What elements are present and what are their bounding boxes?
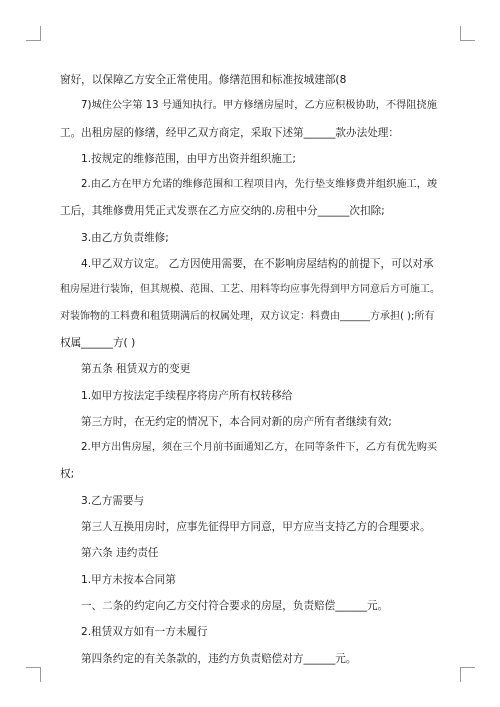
section-heading: 第五条 租赁双方的变更 (81, 363, 191, 376)
body-line: 权; (60, 468, 75, 481)
body-line: 权属______方( ) (60, 336, 136, 349)
body-line: 3.由乙方负责维修; (81, 231, 169, 244)
body-line: 工后，其维修费用凭正式发票在乙方应交纳的.房租中分______次扣除; (60, 205, 385, 218)
crop-mark-bottom-right (460, 667, 475, 682)
document-body (60, 67, 440, 672)
body-line: 第三方时，在无约定的情况下，本合同对新的房产所有者继续有效; (81, 415, 392, 428)
body-line: 1.如甲方按法定手续程序将房产所有权转移给 (81, 389, 293, 402)
body-line: 7)城住公字第 13 号通知执行。甲方修缮房屋时，乙方应积极协助，不得阻挠施 (81, 100, 437, 112)
body-line: 2.由乙方在甲方允诺的维修范围和工程项目内，先行垫支维修费并组织施工，竣 (81, 179, 438, 191)
body-line: 1.甲方未按本合同第 (81, 573, 176, 586)
body-line: 一、二条的约定向乙方交付符合要求的房屋，负责赔偿______元。 (81, 599, 389, 612)
body-line: 对装饰物的工料费和租赁期满后的权属处理，双方议定：料费由______方承担( );所有 (60, 310, 435, 322)
body-line: 工。出租房屋的修缮，经甲乙双方商定，采取下述第______款办法处理： (60, 126, 399, 139)
crop-mark-bottom-left (26, 667, 41, 682)
body-line: 第四条约定的有关条款的，违约方负责赔偿对方______元。 (81, 652, 357, 665)
section-heading: 第六条 违约责任 (81, 547, 159, 560)
body-line: 租房屋进行装饰，但其规模、范围、工艺、用料等均应事先得到甲方同意后方可施工。 (60, 284, 440, 296)
body-line: 2.租赁双方如有一方未履行 (81, 626, 208, 639)
body-line: 2.甲方出售房屋，须在三个月前书面通知乙方，在同等条件下，乙方有优先购买 (81, 442, 438, 454)
crop-mark-top-right (460, 26, 475, 41)
body-line: 3.乙方需要与 (81, 494, 145, 507)
body-line: 窗好，以保障乙方安全正常使用。修缮范围和标准按城建部(8 (60, 74, 347, 86)
body-line: 4.甲乙双方议定。 乙方因使用需要，在不影响房屋结构的前提下，可以对承 (81, 258, 434, 271)
body-line: 第三人互换用房时，应事先征得甲方同意，甲方应当支持乙方的合理要求。 (81, 521, 431, 534)
body-line: 1.按规定的维修范围，由甲方出资并组织施工; (81, 152, 296, 165)
crop-mark-top-left (26, 26, 41, 41)
